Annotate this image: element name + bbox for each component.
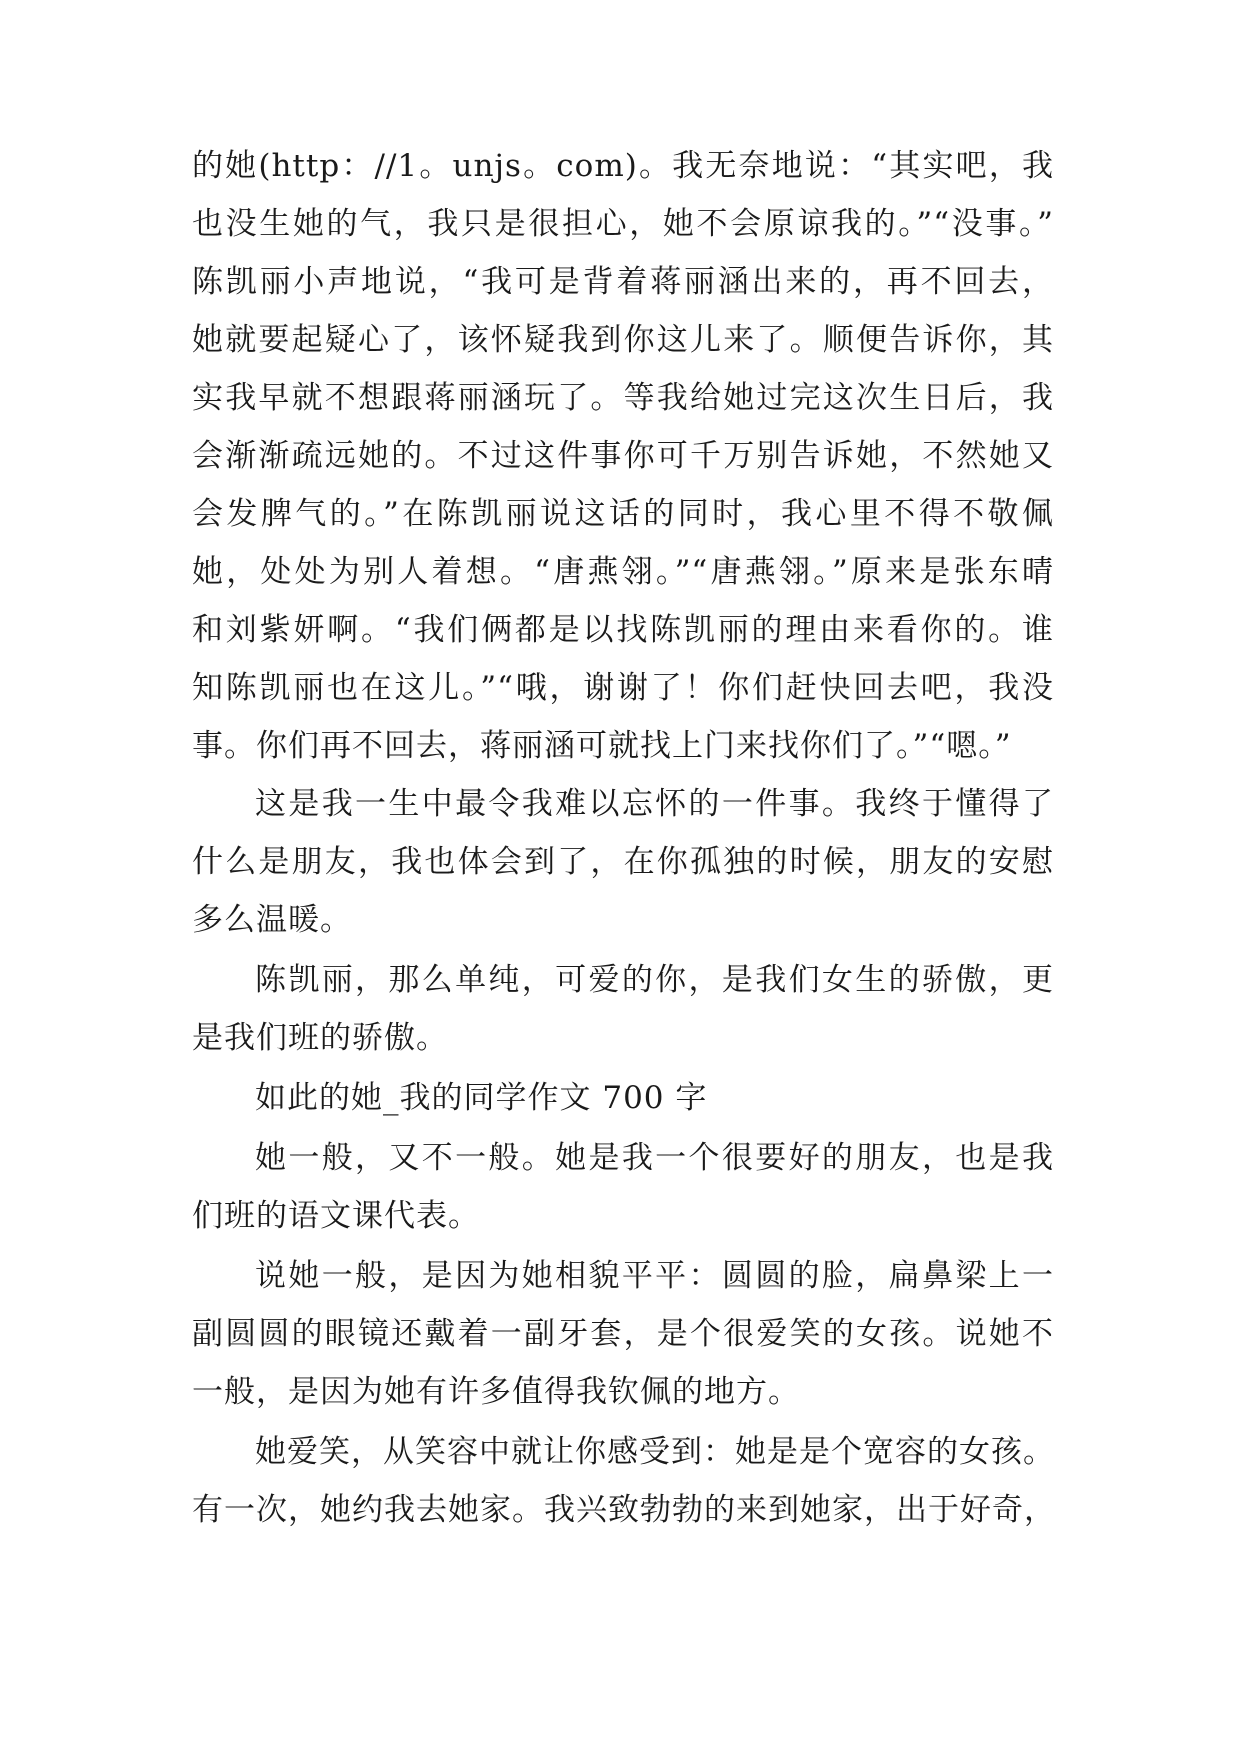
text-line: 知陈凯丽也在这儿。”“哦，谢谢了！你们赶快回去吧，我没 <box>192 670 1054 706</box>
text-line: 什么是朋友，我也体会到了，在你孤独的时候，朋友的安慰 <box>192 844 1054 880</box>
text-line: 有一次，她约我去她家。我兴致勃勃的来到她家，出于好奇， <box>192 1492 1056 1528</box>
paragraph-first-line: 她爱笑，从笑容中就让你感受到：她是是个宽容的女孩。 <box>255 1434 1055 1470</box>
text-line: 的她(http：//1。unjs。com)。我无奈地说：“其实吧，我 <box>192 148 1054 184</box>
text-line: 会发脾气的。”在陈凯丽说这话的同时，我心里不得不敬佩 <box>192 496 1054 532</box>
text-line: 陈凯丽小声地说，“我可是背着蒋丽涵出来的，再不回去， <box>192 264 1054 300</box>
paragraph-first-line: 说她一般，是因为她相貌平平：圆圆的脸，扁鼻梁上一 <box>255 1258 1054 1294</box>
text-line: 也没生她的气，我只是很担心，她不会原谅我的。”“没事。” <box>192 206 1054 242</box>
text-line: 一般，是因为她有许多值得我钦佩的地方。 <box>192 1374 800 1410</box>
text-line: 们班的语文课代表。 <box>192 1198 480 1234</box>
text-line: 是我们班的骄傲。 <box>192 1020 448 1056</box>
essay-title: 如此的她_我的同学作文 700 字 <box>255 1080 708 1116</box>
paragraph-first-line: 她一般，又不一般。她是我一个很要好的朋友，也是我 <box>255 1140 1054 1176</box>
text-line: 多么温暖。 <box>192 902 352 938</box>
text-line: 她就要起疑心了，该怀疑我到你这儿来了。顺便告诉你，其 <box>192 322 1054 358</box>
paragraph-first-line: 陈凯丽，那么单纯，可爱的你，是我们女生的骄傲，更 <box>255 962 1054 998</box>
text-line: 事。你们再不回去，蒋丽涵可就找上门来找你们了。”“嗯。” <box>192 728 1012 764</box>
text-line: 会渐渐疏远她的。不过这件事你可千万别告诉她，不然她又 <box>192 438 1054 474</box>
text-line: 她，处处为别人着想。“唐燕翎。”“唐燕翎。”原来是张东晴 <box>192 554 1054 590</box>
text-line: 实我早就不想跟蒋丽涵玩了。等我给她过完这次生日后，我 <box>192 380 1054 416</box>
text-line: 副圆圆的眼镜还戴着一副牙套，是个很爱笑的女孩。说她不 <box>192 1316 1054 1352</box>
text-line: 和刘紫妍啊。“我们俩都是以找陈凯丽的理由来看你的。谁 <box>192 612 1054 648</box>
paragraph-first-line: 这是我一生中最令我难以忘怀的一件事。我终于懂得了 <box>255 786 1054 822</box>
